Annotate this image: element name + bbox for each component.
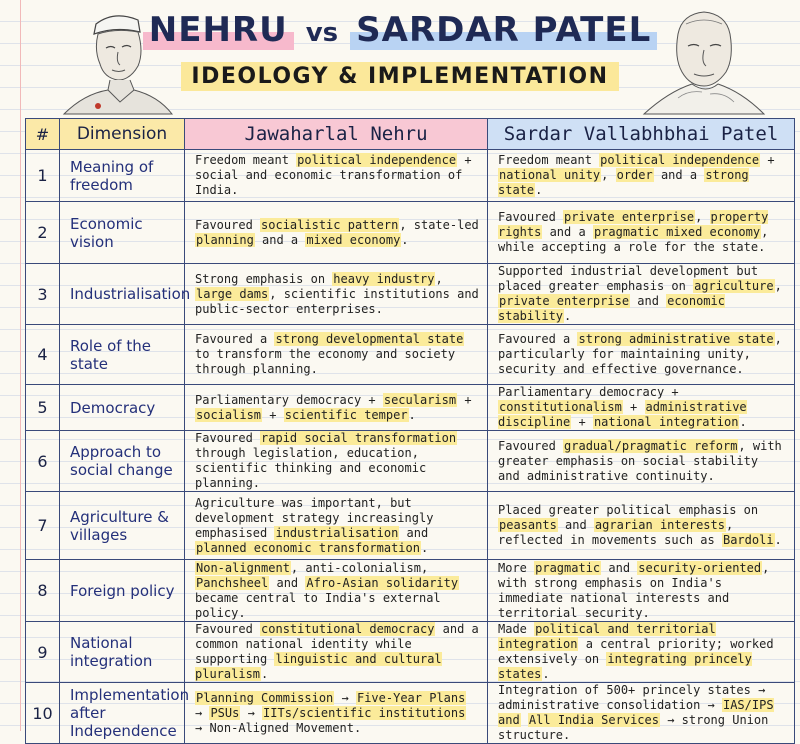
row-number: 9 — [26, 622, 60, 683]
title-patel: SARDAR PATEL — [350, 10, 657, 50]
highlighted-phrase: agriculture — [694, 279, 774, 293]
highlighted-phrase: private enterprise — [499, 294, 630, 308]
row-dimension: Democracy — [60, 385, 185, 431]
title-vs: vs — [305, 18, 339, 48]
table-row — [26, 492, 795, 560]
row-patel-text: Freedom meant political independence + national unity, order and a strong state. — [488, 150, 795, 202]
table-header-row — [26, 119, 795, 150]
page-subtitle — [0, 64, 800, 89]
header-patel: Sardar Vallabhbhai Patel — [488, 119, 795, 150]
highlighted-phrase: Bardoli — [722, 533, 774, 547]
highlighted-phrase: pragmatic mixed economy — [593, 225, 761, 239]
highlighted-phrase: socialism — [196, 407, 262, 422]
header-number: # — [26, 119, 60, 150]
highlighted-phrase: national unity — [499, 168, 601, 182]
highlighted-phrase: economic stability — [498, 294, 725, 323]
notebook-margin-line — [20, 0, 21, 731]
row-nehru-text: Favoured constitutional democracy and a common national identity while supporting linguistic and cultural pluralism. — [185, 622, 488, 683]
highlighted-phrase: Panchsheel — [196, 575, 269, 590]
highlighted-phrase: All India Services — [528, 713, 659, 727]
row-dimension: Role of the state — [60, 325, 185, 385]
highlighted-phrase: political independence — [600, 153, 760, 167]
highlighted-phrase: political and territorial integration — [498, 622, 716, 651]
highlighted-phrase: secularism — [383, 392, 457, 407]
highlighted-phrase: industrialisation — [275, 525, 399, 540]
highlighted-phrase: mixed economy — [306, 232, 401, 247]
highlighted-phrase: heavy industry — [333, 271, 435, 286]
row-patel-text: Supported industrial development but placed greater emphasis on agriculture, private enterprise and economic stability. — [488, 264, 795, 325]
header-nehru: Jawaharlal Nehru — [185, 119, 488, 150]
highlighted-phrase: political independence — [297, 153, 457, 167]
row-number: 6 — [26, 431, 60, 492]
row-number: 10 — [26, 683, 60, 744]
highlighted-phrase: constitutionalism — [499, 400, 622, 414]
row-patel-text: Placed greater political emphasis on peasants and agrarian interests, reflected in movements such as Bardoli. — [488, 492, 795, 560]
page-title — [0, 10, 800, 50]
table-row — [26, 431, 795, 492]
highlighted-phrase: order — [616, 168, 653, 182]
row-dimension: Approach to social change — [60, 431, 185, 492]
highlighted-phrase: Afro-Asian solidarity — [306, 575, 459, 590]
row-patel-text: Parliamentary democracy + constitutionalism + administrative discipline + national integration. — [488, 385, 795, 431]
row-dimension: Agriculture & villages — [60, 492, 185, 560]
row-dimension: Foreign policy — [60, 560, 185, 622]
highlighted-phrase: strong developmental state — [275, 332, 464, 346]
row-number: 2 — [26, 202, 60, 264]
table-row — [26, 264, 795, 325]
row-dimension: Meaning of freedom — [60, 150, 185, 202]
highlighted-phrase: gradual/pragmatic reform — [564, 438, 738, 453]
highlighted-phrase: peasants — [499, 518, 557, 532]
title-nehru: NEHRU — [143, 10, 294, 50]
row-dimension: Economic vision — [60, 202, 185, 264]
row-patel-text: Favoured gradual/pragmatic reform, with greater emphasis on social stability and administrative continuity. — [488, 431, 795, 492]
table-row — [26, 202, 795, 264]
row-nehru-text: Agriculture was important, but development strategy increasingly emphasised industrialisation and planned economic transformation. — [185, 492, 488, 560]
highlighted-phrase: linguistic and cultural pluralism — [195, 652, 442, 681]
table-row — [26, 385, 795, 431]
highlighted-phrase: private enterprise — [564, 210, 695, 224]
highlighted-phrase: national integration — [593, 415, 739, 429]
highlighted-phrase: strong administrative state — [578, 332, 774, 346]
highlighted-phrase: large dams — [196, 286, 269, 301]
comparison-table — [25, 118, 795, 744]
row-number: 1 — [26, 150, 60, 202]
row-nehru-text: Favoured socialistic pattern, state-led planning and a mixed economy. — [185, 202, 488, 264]
row-dimension: Industrialisation — [60, 264, 185, 325]
highlighted-phrase: rapid social transformation — [261, 431, 457, 445]
row-nehru-text: Favoured rapid social transformation through legislation, education, scientific thinking and economic planning. — [185, 431, 488, 492]
table-row — [26, 622, 795, 683]
row-number: 5 — [26, 385, 60, 431]
row-patel-text: Favoured private enterprise, property rights and a pragmatic mixed economy, while accepting a role for the state. — [488, 202, 795, 264]
highlighted-phrase: integrating princely states — [498, 652, 752, 681]
row-patel-text: Integration of 500+ princely states → administrative consolidation → IAS/IPS and All India Services → strong Union structure. — [488, 683, 795, 744]
highlighted-phrase: Planning Commission — [196, 690, 334, 705]
highlighted-phrase: scientific temper — [284, 407, 408, 422]
highlighted-phrase: planning — [196, 232, 254, 247]
subtitle-text: IDEOLOGY & IMPLEMENTATION — [181, 62, 618, 91]
highlighted-phrase: agrarian interests — [594, 518, 725, 532]
row-patel-text: Made political and territorial integration a central priority; worked extensively on integrating princely states. — [488, 622, 795, 683]
row-number: 8 — [26, 560, 60, 622]
table-row — [26, 325, 795, 385]
highlighted-phrase: socialistic pattern — [261, 217, 399, 232]
row-nehru-text: Planning Commission → Five-Year Plans → PSUs → IITs/scientific institutions → Non-Aligned Movement. — [185, 683, 488, 744]
highlighted-phrase: Non-alignment — [196, 560, 290, 575]
highlighted-phrase: PSUs — [210, 705, 240, 720]
row-number: 7 — [26, 492, 60, 560]
table-row — [26, 150, 795, 202]
highlighted-phrase: strong state — [498, 168, 749, 197]
row-number: 3 — [26, 264, 60, 325]
highlighted-phrase: planned economic transformation — [196, 540, 420, 555]
highlighted-phrase: security-oriented — [638, 560, 762, 575]
highlighted-phrase: Five-Year Plans — [356, 690, 466, 705]
highlighted-phrase: constitutional democracy — [261, 622, 435, 636]
row-patel-text: More pragmatic and security-oriented, with strong emphasis on India's immediate national interests and territorial security. — [488, 560, 795, 622]
row-nehru-text: Favoured a strong developmental state to transform the economy and society through planning. — [185, 325, 488, 385]
row-number: 4 — [26, 325, 60, 385]
row-nehru-text: Strong emphasis on heavy industry, large dams, scientific institutions and public-sector enterprises. — [185, 264, 488, 325]
header-dimension: Dimension — [60, 119, 185, 150]
row-dimension: Implementation after Independence — [60, 683, 185, 744]
highlighted-phrase: pragmatic — [535, 560, 601, 575]
table-row — [26, 560, 795, 622]
table-row — [26, 683, 795, 744]
row-nehru-text: Non-alignment, anti-colonialism, Panchsheel and Afro-Asian solidarity became central to India's external policy. — [185, 560, 488, 622]
highlighted-phrase: IITs/scientific institutions — [263, 705, 466, 720]
row-dimension: National integration — [60, 622, 185, 683]
highlighted-phrase: IAS/IPS and — [498, 698, 774, 727]
row-patel-text: Favoured a strong administrative state, particularly for maintaining unity, security and effective governance. — [488, 325, 795, 385]
highlighted-phrase: property rights — [498, 210, 769, 239]
row-nehru-text: Parliamentary democracy + secularism + socialism + scientific temper. — [185, 385, 488, 431]
highlighted-phrase: administrative discipline — [498, 400, 747, 429]
row-nehru-text: Freedom meant political independence + social and economic transformation of India. — [185, 150, 488, 202]
